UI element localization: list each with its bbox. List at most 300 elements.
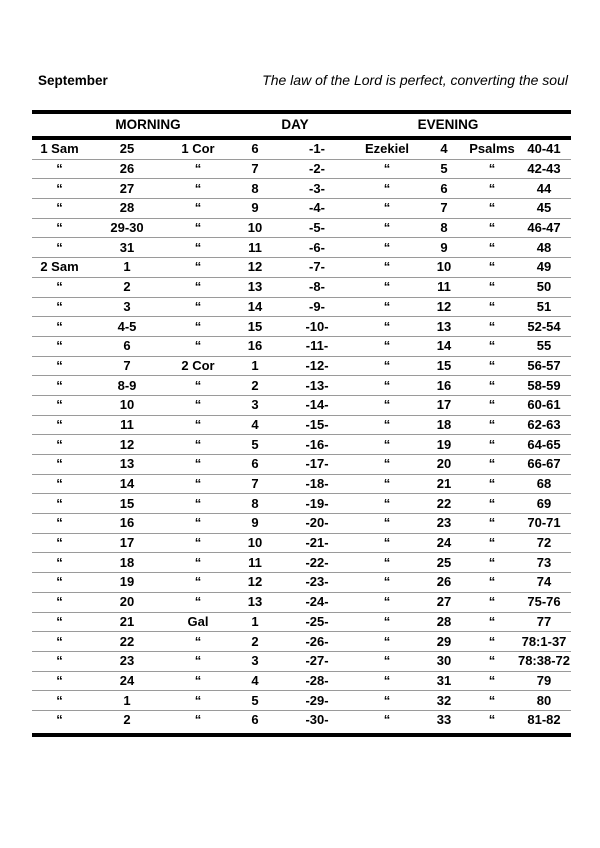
morning-book-2-cell: “ bbox=[167, 317, 229, 337]
morning-chapter-2-cell: 4 bbox=[229, 415, 281, 435]
evening-book-cell: “ bbox=[353, 238, 421, 258]
evening-chapter-2-cell: 69 bbox=[517, 494, 571, 514]
evening-book-cell: “ bbox=[353, 159, 421, 179]
evening-book-cell: “ bbox=[353, 455, 421, 475]
morning-chapter-2-cell: 5 bbox=[229, 691, 281, 711]
morning-book-cell: “ bbox=[32, 455, 87, 475]
morning-chapter-2-cell: 11 bbox=[229, 553, 281, 573]
morning-chapter-cell: 1 bbox=[87, 258, 167, 278]
day-number-cell: -16- bbox=[281, 435, 353, 455]
day-number-cell: -20- bbox=[281, 514, 353, 534]
evening-chapter-cell: 12 bbox=[421, 297, 467, 317]
evening-book-2-cell: “ bbox=[467, 317, 517, 337]
morning-chapter-2-cell: 13 bbox=[229, 592, 281, 612]
table-row bbox=[32, 514, 571, 534]
morning-book-cell: “ bbox=[32, 238, 87, 258]
morning-chapter-cell: 20 bbox=[87, 592, 167, 612]
bottom-rule bbox=[32, 733, 571, 737]
day-number-cell: -9- bbox=[281, 297, 353, 317]
table-row bbox=[32, 297, 571, 317]
evening-book-cell: “ bbox=[353, 632, 421, 652]
morning-book-cell: 1 Sam bbox=[32, 140, 87, 159]
evening-book-cell: “ bbox=[353, 691, 421, 711]
evening-chapter-cell: 22 bbox=[421, 494, 467, 514]
morning-chapter-2-cell: 1 bbox=[229, 612, 281, 632]
evening-book-cell: “ bbox=[353, 573, 421, 593]
morning-book-cell: “ bbox=[32, 592, 87, 612]
table-row bbox=[32, 238, 571, 258]
evening-book-2-cell: “ bbox=[467, 514, 517, 534]
morning-book-2-cell: “ bbox=[167, 533, 229, 553]
morning-chapter-cell: 26 bbox=[87, 159, 167, 179]
morning-book-cell: “ bbox=[32, 632, 87, 652]
table-row bbox=[32, 710, 571, 729]
morning-chapter-2-cell: 3 bbox=[229, 651, 281, 671]
morning-chapter-cell: 19 bbox=[87, 573, 167, 593]
table-row bbox=[32, 573, 571, 593]
day-number-cell: -5- bbox=[281, 218, 353, 238]
evening-chapter-cell: 17 bbox=[421, 395, 467, 415]
evening-book-2-cell: “ bbox=[467, 376, 517, 396]
morning-book-2-cell: “ bbox=[167, 179, 229, 199]
reading-rows bbox=[32, 140, 571, 730]
morning-chapter-cell: 8-9 bbox=[87, 376, 167, 396]
morning-chapter-2-cell: 9 bbox=[229, 199, 281, 219]
morning-book-cell: “ bbox=[32, 612, 87, 632]
evening-book-2-cell: “ bbox=[467, 356, 517, 376]
evening-chapter-2-cell: 56-57 bbox=[517, 356, 571, 376]
morning-chapter-2-cell: 3 bbox=[229, 395, 281, 415]
table-row bbox=[32, 671, 571, 691]
day-number-cell: -17- bbox=[281, 455, 353, 475]
morning-chapter-cell: 10 bbox=[87, 395, 167, 415]
morning-book-cell: “ bbox=[32, 573, 87, 593]
evening-chapter-cell: 4 bbox=[421, 140, 467, 159]
evening-chapter-2-cell: 75-76 bbox=[517, 592, 571, 612]
evening-book-cell: “ bbox=[353, 553, 421, 573]
evening-book-2-cell: “ bbox=[467, 297, 517, 317]
table-row bbox=[32, 553, 571, 573]
morning-chapter-cell: 27 bbox=[87, 179, 167, 199]
evening-book-cell: “ bbox=[353, 651, 421, 671]
morning-book-2-cell: “ bbox=[167, 218, 229, 238]
morning-chapter-2-cell: 10 bbox=[229, 218, 281, 238]
evening-book-cell: “ bbox=[353, 395, 421, 415]
evening-chapter-2-cell: 62-63 bbox=[517, 415, 571, 435]
evening-chapter-2-cell: 52-54 bbox=[517, 317, 571, 337]
morning-book-2-cell: 1 Cor bbox=[167, 140, 229, 159]
evening-chapter-cell: 13 bbox=[421, 317, 467, 337]
evening-book-2-cell: “ bbox=[467, 553, 517, 573]
morning-book-2-cell: Gal bbox=[167, 612, 229, 632]
evening-chapter-cell: 11 bbox=[421, 277, 467, 297]
evening-book-cell: “ bbox=[353, 494, 421, 514]
evening-chapter-2-cell: 68 bbox=[517, 474, 571, 494]
morning-chapter-2-cell: 2 bbox=[229, 632, 281, 652]
day-number-cell: -6- bbox=[281, 238, 353, 258]
evening-chapter-cell: 33 bbox=[436, 712, 452, 728]
morning-chapter-cell: 14 bbox=[87, 474, 167, 494]
evening-chapter-cell: 15 bbox=[421, 356, 467, 376]
evening-chapter-2-cell: 42-43 bbox=[517, 159, 571, 179]
evening-book-cell: “ bbox=[353, 514, 421, 534]
morning-chapter-cell: 22 bbox=[87, 632, 167, 652]
day-number-cell: -29- bbox=[281, 691, 353, 711]
evening-chapter-2-cell: 79 bbox=[517, 671, 571, 691]
morning-chapter-2-cell: 9 bbox=[229, 514, 281, 534]
morning-chapter-2-cell: 4 bbox=[229, 671, 281, 691]
day-number-cell: -4- bbox=[281, 199, 353, 219]
morning-chapter-cell: 17 bbox=[87, 533, 167, 553]
evening-book-2-cell: “ bbox=[467, 455, 517, 475]
evening-book-2-cell: “ bbox=[467, 199, 517, 219]
evening-chapter-cell: 9 bbox=[421, 238, 467, 258]
morning-book-cell: “ bbox=[32, 395, 87, 415]
day-number-cell: -11- bbox=[281, 336, 353, 356]
morning-book-cell: “ bbox=[32, 474, 87, 494]
morning-book-cell: “ bbox=[32, 691, 87, 711]
evening-book-cell: “ bbox=[353, 218, 421, 238]
morning-chapter-2-cell: 15 bbox=[229, 317, 281, 337]
morning-book-2-cell: “ bbox=[167, 258, 229, 278]
evening-chapter-2-cell: 64-65 bbox=[517, 435, 571, 455]
evening-chapter-cell: 16 bbox=[421, 376, 467, 396]
morning-chapter-2-cell: 10 bbox=[229, 533, 281, 553]
evening-book-cell: “ bbox=[353, 356, 421, 376]
evening-book-2-cell: Psalms bbox=[467, 140, 517, 159]
morning-book-cell: “ bbox=[32, 218, 87, 238]
day-number-cell: -25- bbox=[281, 612, 353, 632]
morning-book-2-cell: 2 Cor bbox=[167, 356, 229, 376]
column-header-morning: MORNING bbox=[115, 117, 181, 132]
morning-chapter-2-cell: 6 bbox=[251, 712, 259, 728]
evening-chapter-cell: 7 bbox=[421, 199, 467, 219]
evening-chapter-2-cell: 60-61 bbox=[517, 395, 571, 415]
day-number-cell: -19- bbox=[281, 494, 353, 514]
table-row bbox=[32, 632, 571, 652]
morning-book-2-cell: “ bbox=[194, 712, 202, 728]
table-row bbox=[32, 651, 571, 671]
morning-book-2-cell: “ bbox=[167, 514, 229, 534]
morning-book-2-cell: “ bbox=[167, 395, 229, 415]
evening-chapter-cell: 32 bbox=[421, 691, 467, 711]
evening-book-2-cell: “ bbox=[467, 573, 517, 593]
evening-chapter-2-cell: 44 bbox=[517, 179, 571, 199]
evening-chapter-2-cell: 78:38-72 bbox=[517, 651, 571, 671]
day-number-cell: -12- bbox=[281, 356, 353, 376]
morning-chapter-2-cell: 8 bbox=[229, 494, 281, 514]
evening-book-2-cell: “ bbox=[467, 632, 517, 652]
evening-book-2-cell: “ bbox=[467, 277, 517, 297]
morning-chapter-cell: 23 bbox=[87, 651, 167, 671]
evening-book-2-cell: “ bbox=[467, 395, 517, 415]
evening-book-cell: “ bbox=[353, 415, 421, 435]
morning-chapter-cell: 13 bbox=[87, 455, 167, 475]
evening-chapter-2-cell: 73 bbox=[517, 553, 571, 573]
day-number-cell: -23- bbox=[281, 573, 353, 593]
evening-book-2-cell: “ bbox=[467, 238, 517, 258]
morning-chapter-cell: 24 bbox=[87, 671, 167, 691]
day-number-cell: -28- bbox=[281, 671, 353, 691]
morning-chapter-cell: 2 bbox=[123, 712, 131, 728]
day-number-cell: -8- bbox=[281, 277, 353, 297]
morning-book-cell: “ bbox=[32, 415, 87, 435]
morning-book-cell: “ bbox=[32, 297, 87, 317]
evening-chapter-cell: 14 bbox=[421, 336, 467, 356]
month-title: September bbox=[38, 73, 108, 88]
evening-book-2-cell: “ bbox=[467, 415, 517, 435]
table-row bbox=[32, 218, 571, 238]
morning-book-cell: “ bbox=[32, 317, 87, 337]
evening-book-2-cell: “ bbox=[467, 612, 517, 632]
table-row bbox=[32, 277, 571, 297]
morning-book-cell: “ bbox=[32, 435, 87, 455]
day-number-cell: -21- bbox=[281, 533, 353, 553]
morning-chapter-2-cell: 11 bbox=[229, 238, 281, 258]
day-number-cell: -22- bbox=[281, 553, 353, 573]
column-header-day: DAY bbox=[281, 117, 309, 132]
morning-chapter-2-cell: 7 bbox=[229, 474, 281, 494]
evening-book-cell: “ bbox=[353, 336, 421, 356]
morning-chapter-cell: 16 bbox=[87, 514, 167, 534]
evening-chapter-cell: 28 bbox=[421, 612, 467, 632]
morning-book-cell: “ bbox=[32, 159, 87, 179]
morning-book-2-cell: “ bbox=[167, 415, 229, 435]
evening-book-cell: “ bbox=[353, 435, 421, 455]
evening-book-cell: “ bbox=[353, 277, 421, 297]
table-row bbox=[32, 592, 571, 612]
day-number-cell: -1- bbox=[281, 140, 353, 159]
evening-chapter-cell: 19 bbox=[421, 435, 467, 455]
evening-chapter-cell: 27 bbox=[421, 592, 467, 612]
reading-schedule-table bbox=[32, 140, 571, 730]
evening-book-2-cell: “ bbox=[467, 671, 517, 691]
morning-chapter-cell: 4-5 bbox=[87, 317, 167, 337]
table-row bbox=[32, 691, 571, 711]
morning-chapter-cell: 31 bbox=[87, 238, 167, 258]
table-row bbox=[32, 199, 571, 219]
table-row bbox=[32, 455, 571, 475]
morning-book-2-cell: “ bbox=[167, 573, 229, 593]
day-number-cell: -13- bbox=[281, 376, 353, 396]
table-row bbox=[32, 356, 571, 376]
morning-chapter-2-cell: 16 bbox=[229, 336, 281, 356]
morning-chapter-2-cell: 8 bbox=[229, 179, 281, 199]
morning-chapter-2-cell: 12 bbox=[229, 258, 281, 278]
morning-book-cell: “ bbox=[32, 671, 87, 691]
day-number-cell: -30- bbox=[305, 712, 329, 728]
evening-book-2-cell: “ bbox=[467, 258, 517, 278]
table-row bbox=[32, 494, 571, 514]
day-number-cell: -27- bbox=[281, 651, 353, 671]
morning-book-cell: “ bbox=[32, 199, 87, 219]
morning-chapter-2-cell: 2 bbox=[229, 376, 281, 396]
morning-book-2-cell: “ bbox=[167, 632, 229, 652]
evening-book-2-cell: “ bbox=[467, 336, 517, 356]
evening-chapter-cell: 21 bbox=[421, 474, 467, 494]
evening-book-2-cell: “ bbox=[467, 179, 517, 199]
morning-book-2-cell: “ bbox=[167, 553, 229, 573]
evening-book-cell: “ bbox=[353, 474, 421, 494]
evening-chapter-cell: 26 bbox=[421, 573, 467, 593]
evening-chapter-2-cell: 77 bbox=[517, 612, 571, 632]
morning-chapter-cell: 11 bbox=[87, 415, 167, 435]
day-number-cell: -3- bbox=[281, 179, 353, 199]
evening-book-2-cell: “ bbox=[467, 159, 517, 179]
morning-book-2-cell: “ bbox=[167, 199, 229, 219]
morning-chapter-cell: 2 bbox=[87, 277, 167, 297]
evening-book-2-cell: “ bbox=[467, 474, 517, 494]
morning-book-2-cell: “ bbox=[167, 435, 229, 455]
evening-chapter-cell: 20 bbox=[421, 455, 467, 475]
morning-book-2-cell: “ bbox=[167, 336, 229, 356]
morning-book-2-cell: “ bbox=[167, 455, 229, 475]
evening-chapter-2-cell: 70-71 bbox=[517, 514, 571, 534]
morning-book-cell: “ bbox=[32, 533, 87, 553]
morning-book-cell: “ bbox=[32, 553, 87, 573]
morning-book-2-cell: “ bbox=[167, 671, 229, 691]
motto-text: The law of the Lord is perfect, converting the soul bbox=[262, 72, 568, 88]
evening-chapter-2-cell: 46-47 bbox=[517, 218, 571, 238]
morning-chapter-cell: 21 bbox=[87, 612, 167, 632]
morning-book-2-cell: “ bbox=[167, 474, 229, 494]
morning-chapter-cell: 3 bbox=[87, 297, 167, 317]
evening-chapter-2-cell: 45 bbox=[517, 199, 571, 219]
morning-chapter-cell: 6 bbox=[87, 336, 167, 356]
evening-chapter-cell: 30 bbox=[421, 651, 467, 671]
morning-chapter-2-cell: 14 bbox=[229, 297, 281, 317]
day-number-cell: -15- bbox=[281, 415, 353, 435]
table-row bbox=[32, 415, 571, 435]
evening-book-cell: “ bbox=[353, 671, 421, 691]
table-row bbox=[32, 140, 571, 159]
morning-chapter-2-cell: 12 bbox=[229, 573, 281, 593]
morning-chapter-cell: 25 bbox=[87, 140, 167, 159]
table-row bbox=[32, 395, 571, 415]
morning-book-2-cell: “ bbox=[167, 651, 229, 671]
day-number-cell: -26- bbox=[281, 632, 353, 652]
evening-book-2-cell: “ bbox=[467, 651, 517, 671]
column-header-row bbox=[32, 114, 571, 136]
evening-chapter-2-cell: 78:1-37 bbox=[517, 632, 571, 652]
evening-book-cell: “ bbox=[353, 533, 421, 553]
day-number-cell: -7- bbox=[281, 258, 353, 278]
morning-chapter-cell: 15 bbox=[87, 494, 167, 514]
evening-chapter-2-cell: 80 bbox=[517, 691, 571, 711]
morning-book-cell: “ bbox=[32, 356, 87, 376]
evening-book-cell: “ bbox=[353, 376, 421, 396]
morning-book-2-cell: “ bbox=[167, 238, 229, 258]
table-row bbox=[32, 258, 571, 278]
morning-book-2-cell: “ bbox=[167, 159, 229, 179]
morning-book-cell: “ bbox=[32, 179, 87, 199]
morning-book-cell: “ bbox=[56, 712, 63, 728]
morning-book-cell: “ bbox=[32, 376, 87, 396]
morning-chapter-2-cell: 7 bbox=[229, 159, 281, 179]
evening-chapter-cell: 5 bbox=[421, 159, 467, 179]
evening-chapter-2-cell: 40-41 bbox=[517, 140, 571, 159]
evening-chapter-cell: 29 bbox=[421, 632, 467, 652]
evening-chapter-cell: 10 bbox=[421, 258, 467, 278]
morning-chapter-cell: 29-30 bbox=[87, 218, 167, 238]
morning-chapter-cell: 7 bbox=[87, 356, 167, 376]
evening-book-2-cell: “ bbox=[467, 218, 517, 238]
evening-book-cell: “ bbox=[353, 612, 421, 632]
morning-book-cell: “ bbox=[32, 277, 87, 297]
day-number-cell: -18- bbox=[281, 474, 353, 494]
table-row bbox=[32, 376, 571, 396]
evening-chapter-2-cell: 51 bbox=[517, 297, 571, 317]
table-row bbox=[32, 474, 571, 494]
morning-book-2-cell: “ bbox=[167, 376, 229, 396]
evening-book-cell: “ bbox=[353, 258, 421, 278]
morning-book-2-cell: “ bbox=[167, 494, 229, 514]
evening-chapter-2-cell: 55 bbox=[517, 336, 571, 356]
table-row bbox=[32, 612, 571, 632]
morning-chapter-2-cell: 1 bbox=[229, 356, 281, 376]
table-row bbox=[32, 159, 571, 179]
morning-book-2-cell: “ bbox=[167, 691, 229, 711]
evening-chapter-cell: 18 bbox=[421, 415, 467, 435]
evening-book-cell: “ bbox=[383, 712, 391, 728]
morning-chapter-2-cell: 6 bbox=[229, 140, 281, 159]
evening-chapter-2-cell: 74 bbox=[517, 573, 571, 593]
morning-chapter-cell: 1 bbox=[87, 691, 167, 711]
evening-book-2-cell: “ bbox=[488, 712, 496, 728]
evening-book-2-cell: “ bbox=[467, 592, 517, 612]
morning-book-cell: “ bbox=[32, 651, 87, 671]
evening-chapter-cell: 24 bbox=[421, 533, 467, 553]
evening-chapter-cell: 23 bbox=[421, 514, 467, 534]
evening-chapter-cell: 25 bbox=[421, 553, 467, 573]
evening-chapter-2-cell: 50 bbox=[517, 277, 571, 297]
table-row bbox=[32, 533, 571, 553]
table-row bbox=[32, 317, 571, 337]
evening-book-2-cell: “ bbox=[467, 494, 517, 514]
morning-book-cell: “ bbox=[32, 514, 87, 534]
morning-chapter-2-cell: 6 bbox=[229, 455, 281, 475]
morning-chapter-2-cell: 13 bbox=[229, 277, 281, 297]
column-header-evening: EVENING bbox=[417, 117, 479, 132]
evening-chapter-2-cell: 48 bbox=[517, 238, 571, 258]
morning-book-2-cell: “ bbox=[167, 592, 229, 612]
evening-book-2-cell: “ bbox=[467, 435, 517, 455]
day-number-cell: -10- bbox=[281, 317, 353, 337]
morning-book-cell: “ bbox=[32, 494, 87, 514]
morning-chapter-cell: 28 bbox=[87, 199, 167, 219]
evening-book-cell: “ bbox=[353, 179, 421, 199]
evening-chapter-cell: 6 bbox=[421, 179, 467, 199]
evening-book-cell: “ bbox=[353, 199, 421, 219]
table-row bbox=[32, 179, 571, 199]
evening-book-2-cell: “ bbox=[467, 691, 517, 711]
evening-chapter-2-cell: 72 bbox=[517, 533, 571, 553]
table-row bbox=[32, 336, 571, 356]
evening-chapter-2-cell: 49 bbox=[517, 258, 571, 278]
table-row bbox=[32, 435, 571, 455]
evening-chapter-2-cell: 58-59 bbox=[517, 376, 571, 396]
morning-book-2-cell: “ bbox=[167, 277, 229, 297]
evening-chapter-cell: 31 bbox=[421, 671, 467, 691]
morning-book-cell: 2 Sam bbox=[32, 258, 87, 278]
evening-chapter-2-cell: 81-82 bbox=[527, 712, 561, 728]
evening-book-2-cell: “ bbox=[467, 533, 517, 553]
evening-book-cell: Ezekiel bbox=[353, 140, 421, 159]
evening-book-cell: “ bbox=[353, 297, 421, 317]
evening-chapter-2-cell: 66-67 bbox=[517, 455, 571, 475]
evening-book-cell: “ bbox=[353, 592, 421, 612]
day-number-cell: -14- bbox=[281, 395, 353, 415]
